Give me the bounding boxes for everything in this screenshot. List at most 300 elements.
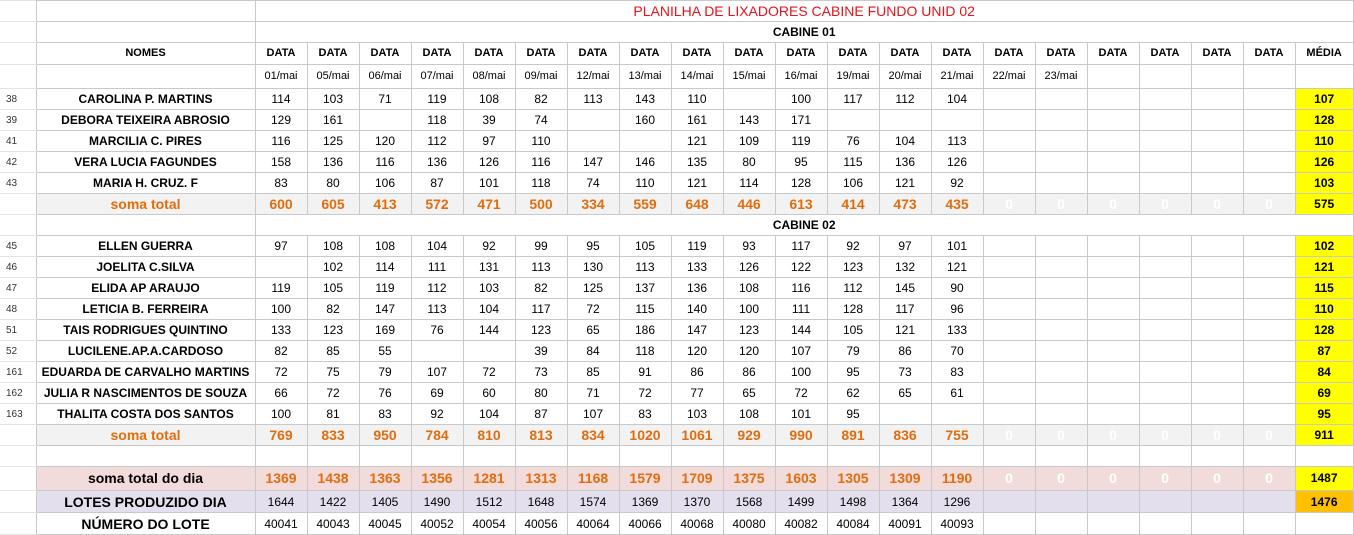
row-header-blank[interactable]	[0, 513, 36, 535]
row-number[interactable]: 41	[0, 131, 36, 152]
soma-total-cell[interactable]: 648	[671, 194, 723, 215]
value-cell[interactable]	[1035, 110, 1087, 131]
value-cell[interactable]	[1191, 383, 1243, 404]
data-header[interactable]: DATA	[359, 43, 411, 65]
date-cell[interactable]: 05/mai	[307, 65, 359, 89]
value-cell[interactable]	[1191, 110, 1243, 131]
value-cell[interactable]: 80	[307, 173, 359, 194]
soma-total-label[interactable]: soma total	[36, 194, 255, 215]
value-cell[interactable]	[879, 404, 931, 425]
value-cell[interactable]: 132	[879, 257, 931, 278]
value-cell[interactable]: 121	[671, 131, 723, 152]
value-cell[interactable]	[1139, 299, 1191, 320]
value-cell[interactable]: 115	[827, 152, 879, 173]
value-cell[interactable]	[1087, 404, 1139, 425]
value-cell[interactable]: 123	[307, 320, 359, 341]
value-cell[interactable]: 76	[359, 383, 411, 404]
row-number[interactable]: 45	[0, 236, 36, 257]
numero-lote-cell[interactable]: 40082	[775, 513, 827, 535]
value-cell[interactable]: 99	[515, 236, 567, 257]
row-header-blank[interactable]	[0, 1, 36, 22]
soma-total-label[interactable]: soma total	[36, 425, 255, 446]
value-cell[interactable]: 85	[307, 341, 359, 362]
value-cell[interactable]	[1035, 173, 1087, 194]
value-cell[interactable]: 82	[515, 89, 567, 110]
value-cell[interactable]	[1139, 383, 1191, 404]
value-cell[interactable]	[619, 131, 671, 152]
row-header-blank[interactable]	[0, 446, 36, 467]
soma-dia-cell[interactable]: 1356	[411, 467, 463, 491]
soma-dia-cell[interactable]: 0	[1035, 467, 1087, 491]
data-header[interactable]: DATA	[255, 43, 307, 65]
numero-lote-cell[interactable]: 40064	[567, 513, 619, 535]
row-header-blank[interactable]	[0, 467, 36, 491]
value-cell[interactable]	[1191, 236, 1243, 257]
lotes-produzido-cell[interactable]: 1574	[567, 491, 619, 513]
date-cell[interactable]: 20/mai	[879, 65, 931, 89]
blank-cell[interactable]	[36, 22, 255, 43]
value-cell[interactable]: 113	[411, 299, 463, 320]
value-cell[interactable]: 100	[255, 404, 307, 425]
soma-total-cell[interactable]: 0	[983, 425, 1035, 446]
blank-cell[interactable]	[255, 446, 307, 467]
numero-lote-cell[interactable]	[1243, 513, 1295, 535]
value-cell[interactable]	[1243, 236, 1295, 257]
date-cell[interactable]	[1191, 65, 1243, 89]
data-header[interactable]: DATA	[827, 43, 879, 65]
value-cell[interactable]	[983, 131, 1035, 152]
numero-lote-cell[interactable]	[1035, 513, 1087, 535]
value-cell[interactable]	[411, 341, 463, 362]
soma-total-cell[interactable]: 1061	[671, 425, 723, 446]
value-cell[interactable]: 106	[359, 173, 411, 194]
value-cell[interactable]: 116	[515, 152, 567, 173]
value-cell[interactable]: 122	[775, 257, 827, 278]
numero-lote-cell[interactable]: 40066	[619, 513, 671, 535]
lotes-produzido-cell[interactable]: 1648	[515, 491, 567, 513]
value-cell[interactable]: 80	[723, 152, 775, 173]
person-name[interactable]: LUCILENE.AP.A.CARDOSO	[36, 341, 255, 362]
blank-cell[interactable]	[1295, 513, 1353, 535]
value-cell[interactable]	[1035, 320, 1087, 341]
value-cell[interactable]: 108	[723, 278, 775, 299]
value-cell[interactable]	[1035, 257, 1087, 278]
value-cell[interactable]: 81	[307, 404, 359, 425]
lotes-produzido-cell[interactable]	[983, 491, 1035, 513]
value-cell[interactable]	[1243, 320, 1295, 341]
date-cell[interactable]: 13/mai	[619, 65, 671, 89]
value-cell[interactable]	[931, 110, 983, 131]
date-cell[interactable]: 21/mai	[931, 65, 983, 89]
value-cell[interactable]: 55	[359, 341, 411, 362]
value-cell[interactable]: 147	[567, 152, 619, 173]
lotes-produzido-cell[interactable]: 1370	[671, 491, 723, 513]
date-cell[interactable]: 07/mai	[411, 65, 463, 89]
blank-cell[interactable]	[411, 446, 463, 467]
value-cell[interactable]	[359, 110, 411, 131]
person-name[interactable]: DEBORA TEIXEIRA ABROSIO	[36, 110, 255, 131]
row-header-blank[interactable]	[0, 22, 36, 43]
value-cell[interactable]: 107	[411, 362, 463, 383]
value-cell[interactable]: 133	[671, 257, 723, 278]
value-cell[interactable]: 70	[931, 341, 983, 362]
row-number[interactable]: 52	[0, 341, 36, 362]
media-cell[interactable]: 84	[1295, 362, 1353, 383]
soma-dia-media[interactable]: 1487	[1295, 467, 1353, 491]
value-cell[interactable]	[1243, 152, 1295, 173]
value-cell[interactable]: 72	[619, 383, 671, 404]
row-number[interactable]: 47	[0, 278, 36, 299]
row-header-blank[interactable]	[0, 215, 36, 236]
value-cell[interactable]: 112	[411, 278, 463, 299]
lotes-produzido-cell[interactable]	[1139, 491, 1191, 513]
blank-cell[interactable]	[359, 446, 411, 467]
row-number[interactable]: 46	[0, 257, 36, 278]
row-number[interactable]: 162	[0, 383, 36, 404]
value-cell[interactable]: 129	[255, 110, 307, 131]
row-number[interactable]: 43	[0, 173, 36, 194]
value-cell[interactable]	[1035, 404, 1087, 425]
value-cell[interactable]	[983, 173, 1035, 194]
media-cell[interactable]: 110	[1295, 299, 1353, 320]
value-cell[interactable]	[1087, 341, 1139, 362]
value-cell[interactable]	[1087, 173, 1139, 194]
value-cell[interactable]	[1087, 320, 1139, 341]
value-cell[interactable]: 137	[619, 278, 671, 299]
numero-lote-cell[interactable]: 40084	[827, 513, 879, 535]
value-cell[interactable]: 145	[879, 278, 931, 299]
lotes-produzido-cell[interactable]	[1035, 491, 1087, 513]
value-cell[interactable]: 114	[359, 257, 411, 278]
soma-total-cell[interactable]: 0	[1191, 194, 1243, 215]
soma-dia-cell[interactable]: 0	[1191, 467, 1243, 491]
value-cell[interactable]: 73	[879, 362, 931, 383]
value-cell[interactable]	[1139, 131, 1191, 152]
value-cell[interactable]: 107	[775, 341, 827, 362]
lotes-produzido-cell[interactable]: 1422	[307, 491, 359, 513]
value-cell[interactable]: 93	[723, 236, 775, 257]
value-cell[interactable]	[1087, 89, 1139, 110]
value-cell[interactable]: 116	[255, 131, 307, 152]
media-cell[interactable]: 103	[1295, 173, 1353, 194]
numero-lote-label[interactable]: NÚMERO DO LOTE	[36, 513, 255, 535]
value-cell[interactable]	[1139, 257, 1191, 278]
value-cell[interactable]: 95	[827, 362, 879, 383]
nomes-header[interactable]: NOMES	[36, 43, 255, 65]
value-cell[interactable]	[1243, 299, 1295, 320]
blank-cell[interactable]	[36, 1, 255, 22]
value-cell[interactable]: 82	[515, 278, 567, 299]
value-cell[interactable]: 71	[359, 89, 411, 110]
data-header[interactable]: DATA	[723, 43, 775, 65]
numero-lote-cell[interactable]: 40045	[359, 513, 411, 535]
value-cell[interactable]: 73	[515, 362, 567, 383]
value-cell[interactable]: 160	[619, 110, 671, 131]
value-cell[interactable]: 147	[359, 299, 411, 320]
value-cell[interactable]: 119	[671, 236, 723, 257]
value-cell[interactable]	[723, 89, 775, 110]
lotes-produzido-cell[interactable]: 1364	[879, 491, 931, 513]
value-cell[interactable]: 72	[255, 362, 307, 383]
value-cell[interactable]: 83	[359, 404, 411, 425]
numero-lote-cell[interactable]: 40068	[671, 513, 723, 535]
data-header[interactable]: DATA	[1191, 43, 1243, 65]
value-cell[interactable]: 76	[411, 320, 463, 341]
value-cell[interactable]	[1243, 131, 1295, 152]
blank-cell[interactable]	[775, 446, 827, 467]
soma-dia-cell[interactable]: 0	[1139, 467, 1191, 491]
value-cell[interactable]: 120	[723, 341, 775, 362]
numero-lote-cell[interactable]: 40041	[255, 513, 307, 535]
blank-cell[interactable]	[671, 446, 723, 467]
value-cell[interactable]: 102	[307, 257, 359, 278]
date-cell[interactable]	[1087, 65, 1139, 89]
data-header[interactable]: DATA	[1087, 43, 1139, 65]
soma-total-cell[interactable]: 784	[411, 425, 463, 446]
soma-total-cell[interactable]: 755	[931, 425, 983, 446]
soma-dia-cell[interactable]: 1190	[931, 467, 983, 491]
soma-total-cell[interactable]: 413	[359, 194, 411, 215]
value-cell[interactable]	[983, 341, 1035, 362]
value-cell[interactable]: 113	[619, 257, 671, 278]
soma-total-cell[interactable]: 559	[619, 194, 671, 215]
blank-cell[interactable]	[515, 446, 567, 467]
value-cell[interactable]: 114	[255, 89, 307, 110]
value-cell[interactable]: 123	[723, 320, 775, 341]
date-cell[interactable]: 06/mai	[359, 65, 411, 89]
value-cell[interactable]	[1087, 257, 1139, 278]
value-cell[interactable]: 110	[619, 173, 671, 194]
soma-total-cell[interactable]: 414	[827, 194, 879, 215]
value-cell[interactable]: 119	[359, 278, 411, 299]
soma-total-cell[interactable]: 833	[307, 425, 359, 446]
value-cell[interactable]: 136	[411, 152, 463, 173]
soma-total-cell[interactable]: 950	[359, 425, 411, 446]
value-cell[interactable]: 117	[515, 299, 567, 320]
soma-total-cell[interactable]: 613	[775, 194, 827, 215]
soma-total-cell[interactable]: 0	[1243, 425, 1295, 446]
data-header[interactable]: DATA	[307, 43, 359, 65]
value-cell[interactable]: 95	[827, 404, 879, 425]
value-cell[interactable]: 87	[411, 173, 463, 194]
value-cell[interactable]: 87	[515, 404, 567, 425]
value-cell[interactable]	[1191, 152, 1243, 173]
date-cell[interactable]: 23/mai	[1035, 65, 1087, 89]
value-cell[interactable]: 110	[515, 131, 567, 152]
value-cell[interactable]	[1139, 320, 1191, 341]
blank-cell[interactable]	[567, 446, 619, 467]
blank-cell[interactable]	[983, 446, 1035, 467]
soma-dia-cell[interactable]: 1709	[671, 467, 723, 491]
value-cell[interactable]: 97	[879, 236, 931, 257]
value-cell[interactable]: 108	[723, 404, 775, 425]
soma-total-cell[interactable]: 0	[1087, 425, 1139, 446]
media-cell[interactable]: 102	[1295, 236, 1353, 257]
value-cell[interactable]	[1087, 362, 1139, 383]
soma-total-cell[interactable]: 572	[411, 194, 463, 215]
numero-lote-cell[interactable]	[1139, 513, 1191, 535]
value-cell[interactable]: 116	[359, 152, 411, 173]
date-cell[interactable]: 19/mai	[827, 65, 879, 89]
value-cell[interactable]: 104	[463, 404, 515, 425]
person-name[interactable]: EDUARDA DE CARVALHO MARTINS	[36, 362, 255, 383]
soma-total-cell[interactable]: 600	[255, 194, 307, 215]
value-cell[interactable]	[1243, 362, 1295, 383]
data-header[interactable]: DATA	[567, 43, 619, 65]
media-cell[interactable]: 107	[1295, 89, 1353, 110]
lotes-produzido-cell[interactable]: 1405	[359, 491, 411, 513]
row-number[interactable]: 161	[0, 362, 36, 383]
value-cell[interactable]	[1139, 278, 1191, 299]
value-cell[interactable]: 123	[827, 257, 879, 278]
date-cell[interactable]: 16/mai	[775, 65, 827, 89]
data-header[interactable]: DATA	[931, 43, 983, 65]
value-cell[interactable]	[1139, 173, 1191, 194]
lotes-produzido-cell[interactable]: 1644	[255, 491, 307, 513]
blank-cell[interactable]	[1243, 446, 1295, 467]
value-cell[interactable]: 114	[723, 173, 775, 194]
data-header[interactable]: DATA	[411, 43, 463, 65]
value-cell[interactable]	[1139, 341, 1191, 362]
soma-dia-cell[interactable]: 1375	[723, 467, 775, 491]
value-cell[interactable]	[463, 341, 515, 362]
value-cell[interactable]	[1035, 299, 1087, 320]
soma-dia-cell[interactable]: 1369	[255, 467, 307, 491]
value-cell[interactable]	[1243, 110, 1295, 131]
soma-total-cell[interactable]: 1020	[619, 425, 671, 446]
value-cell[interactable]: 62	[827, 383, 879, 404]
soma-total-cell[interactable]: 769	[255, 425, 307, 446]
value-cell[interactable]: 100	[775, 362, 827, 383]
blank-cell[interactable]	[307, 446, 359, 467]
value-cell[interactable]	[983, 152, 1035, 173]
value-cell[interactable]	[1035, 383, 1087, 404]
value-cell[interactable]	[1035, 362, 1087, 383]
soma-total-cell[interactable]: 0	[983, 194, 1035, 215]
value-cell[interactable]: 117	[827, 89, 879, 110]
date-cell[interactable]	[1243, 65, 1295, 89]
value-cell[interactable]: 74	[567, 173, 619, 194]
value-cell[interactable]: 116	[775, 278, 827, 299]
value-cell[interactable]: 83	[255, 173, 307, 194]
blank-cell[interactable]	[619, 446, 671, 467]
person-name[interactable]: JULIA R NASCIMENTOS DE SOUZA	[36, 383, 255, 404]
soma-total-cell[interactable]: 0	[1139, 194, 1191, 215]
soma-total-cell[interactable]: 446	[723, 194, 775, 215]
soma-total-cell[interactable]: 929	[723, 425, 775, 446]
value-cell[interactable]: 71	[567, 383, 619, 404]
value-cell[interactable]: 100	[255, 299, 307, 320]
value-cell[interactable]	[1087, 131, 1139, 152]
value-cell[interactable]	[1243, 257, 1295, 278]
value-cell[interactable]	[1191, 341, 1243, 362]
value-cell[interactable]	[567, 110, 619, 131]
media-cell[interactable]: 115	[1295, 278, 1353, 299]
value-cell[interactable]: 72	[307, 383, 359, 404]
soma-total-cell[interactable]: 813	[515, 425, 567, 446]
soma-total-cell[interactable]: 471	[463, 194, 515, 215]
value-cell[interactable]: 161	[671, 110, 723, 131]
value-cell[interactable]: 112	[879, 89, 931, 110]
value-cell[interactable]: 121	[879, 173, 931, 194]
soma-total-cell[interactable]: 500	[515, 194, 567, 215]
soma-media-cell[interactable]: 575	[1295, 194, 1353, 215]
value-cell[interactable]: 120	[671, 341, 723, 362]
numero-lote-cell[interactable]: 40091	[879, 513, 931, 535]
value-cell[interactable]: 144	[463, 320, 515, 341]
value-cell[interactable]: 117	[879, 299, 931, 320]
value-cell[interactable]: 126	[931, 152, 983, 173]
value-cell[interactable]: 92	[463, 236, 515, 257]
value-cell[interactable]: 83	[931, 362, 983, 383]
date-cell[interactable]: 22/mai	[983, 65, 1035, 89]
value-cell[interactable]: 130	[567, 257, 619, 278]
media-cell[interactable]: 110	[1295, 131, 1353, 152]
value-cell[interactable]: 83	[619, 404, 671, 425]
value-cell[interactable]: 74	[515, 110, 567, 131]
date-cell[interactable]	[1139, 65, 1191, 89]
soma-total-cell[interactable]: 836	[879, 425, 931, 446]
date-cell[interactable]: 01/mai	[255, 65, 307, 89]
value-cell[interactable]: 121	[879, 320, 931, 341]
value-cell[interactable]: 97	[255, 236, 307, 257]
blank-cell[interactable]	[931, 446, 983, 467]
soma-total-cell[interactable]: 0	[1139, 425, 1191, 446]
soma-dia-cell[interactable]: 0	[1243, 467, 1295, 491]
data-header[interactable]: DATA	[1139, 43, 1191, 65]
blank-cell[interactable]	[36, 215, 255, 236]
blank-cell[interactable]	[463, 446, 515, 467]
value-cell[interactable]: 126	[723, 257, 775, 278]
data-header[interactable]: DATA	[463, 43, 515, 65]
soma-total-cell[interactable]: 0	[1191, 425, 1243, 446]
value-cell[interactable]	[1087, 152, 1139, 173]
value-cell[interactable]: 115	[619, 299, 671, 320]
value-cell[interactable]	[1087, 110, 1139, 131]
blank-cell[interactable]	[1295, 446, 1353, 467]
value-cell[interactable]	[1139, 404, 1191, 425]
value-cell[interactable]: 66	[255, 383, 307, 404]
soma-dia-cell[interactable]: 1579	[619, 467, 671, 491]
row-header-blank[interactable]	[0, 425, 36, 446]
data-header[interactable]: DATA	[879, 43, 931, 65]
lotes-produzido-cell[interactable]: 1568	[723, 491, 775, 513]
numero-lote-cell[interactable]: 40043	[307, 513, 359, 535]
value-cell[interactable]: 108	[359, 236, 411, 257]
person-name[interactable]: ELLEN GUERRA	[36, 236, 255, 257]
value-cell[interactable]	[1087, 383, 1139, 404]
value-cell[interactable]: 103	[671, 404, 723, 425]
numero-lote-cell[interactable]	[983, 513, 1035, 535]
person-name[interactable]: VERA LUCIA FAGUNDES	[36, 152, 255, 173]
date-cell[interactable]: 08/mai	[463, 65, 515, 89]
value-cell[interactable]	[1191, 89, 1243, 110]
value-cell[interactable]: 100	[723, 299, 775, 320]
value-cell[interactable]	[1087, 278, 1139, 299]
row-number[interactable]: 163	[0, 404, 36, 425]
value-cell[interactable]: 136	[671, 278, 723, 299]
value-cell[interactable]: 123	[515, 320, 567, 341]
value-cell[interactable]: 119	[411, 89, 463, 110]
value-cell[interactable]: 82	[255, 341, 307, 362]
value-cell[interactable]: 161	[307, 110, 359, 131]
value-cell[interactable]: 143	[619, 89, 671, 110]
value-cell[interactable]	[1139, 89, 1191, 110]
value-cell[interactable]: 100	[775, 89, 827, 110]
person-name[interactable]: TAIS RODRIGUES QUINTINO	[36, 320, 255, 341]
row-number[interactable]: 42	[0, 152, 36, 173]
value-cell[interactable]: 65	[879, 383, 931, 404]
